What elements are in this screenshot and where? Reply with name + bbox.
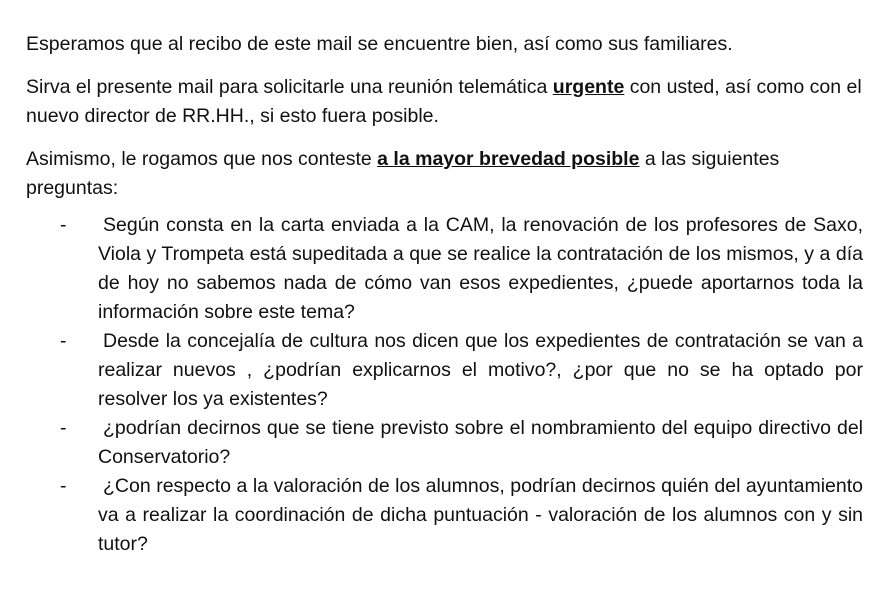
meeting-request-text-after: con usted, así como con el nuevo director de RR.HH., si esto fuera posible. xyxy=(26,76,862,127)
dash-bullet: - xyxy=(60,475,67,497)
questions-intro-paragraph xyxy=(26,145,863,203)
dash-bullet: - xyxy=(60,417,67,439)
dash-bullet: - xyxy=(60,330,67,352)
question-text: Desde la concejalía de cultura nos dicen que los expedientes de contratación se van a realizar nuevos , ¿podrían explicarnos el motivo?, ¿por que no se ha optado por resolver los ya existentes? xyxy=(98,330,863,410)
asap-emphasis: a la mayor brevedad posible xyxy=(377,148,640,170)
list-item xyxy=(26,211,863,327)
list-item xyxy=(26,472,863,559)
question-text: ¿podrían decirnos que se tiene previsto sobre el nombramiento del equipo directivo del Conservatorio? xyxy=(98,417,863,468)
list-item xyxy=(26,414,863,472)
questions-intro-text-after: a las siguientes preguntas: xyxy=(26,148,780,199)
questions-list xyxy=(26,211,863,559)
questions-intro-text-before: Asimismo, le rogamos que nos conteste xyxy=(26,148,378,170)
meeting-request-text-before: Sirva el presente mail para solicitarle una reunión telemática xyxy=(26,76,553,98)
urgent-emphasis: urgente xyxy=(552,76,625,98)
meeting-request-paragraph xyxy=(26,73,863,131)
question-text: ¿Con respecto a la valoración de los alumnos, podrían decirnos quién del ayuntamiento va a realizar la coordinación de dicha puntuación - valoración de los alumnos con y sin tutor? xyxy=(98,475,863,555)
dash-bullet: - xyxy=(60,214,67,236)
list-item xyxy=(26,327,863,414)
question-text: Según consta en la carta enviada a la CAM, la renovación de los profesores de Saxo, Viola y Trompeta está supeditada a que se realice la contratación de los mismos, y a día de hoy no sabemos nada de cómo van esos expedientes, ¿puede aportarnos toda la información sobre este tema? xyxy=(98,214,863,323)
greeting-paragraph: Esperamos que al recibo de este mail se encuentre bien, así como sus familiares. xyxy=(26,33,733,55)
